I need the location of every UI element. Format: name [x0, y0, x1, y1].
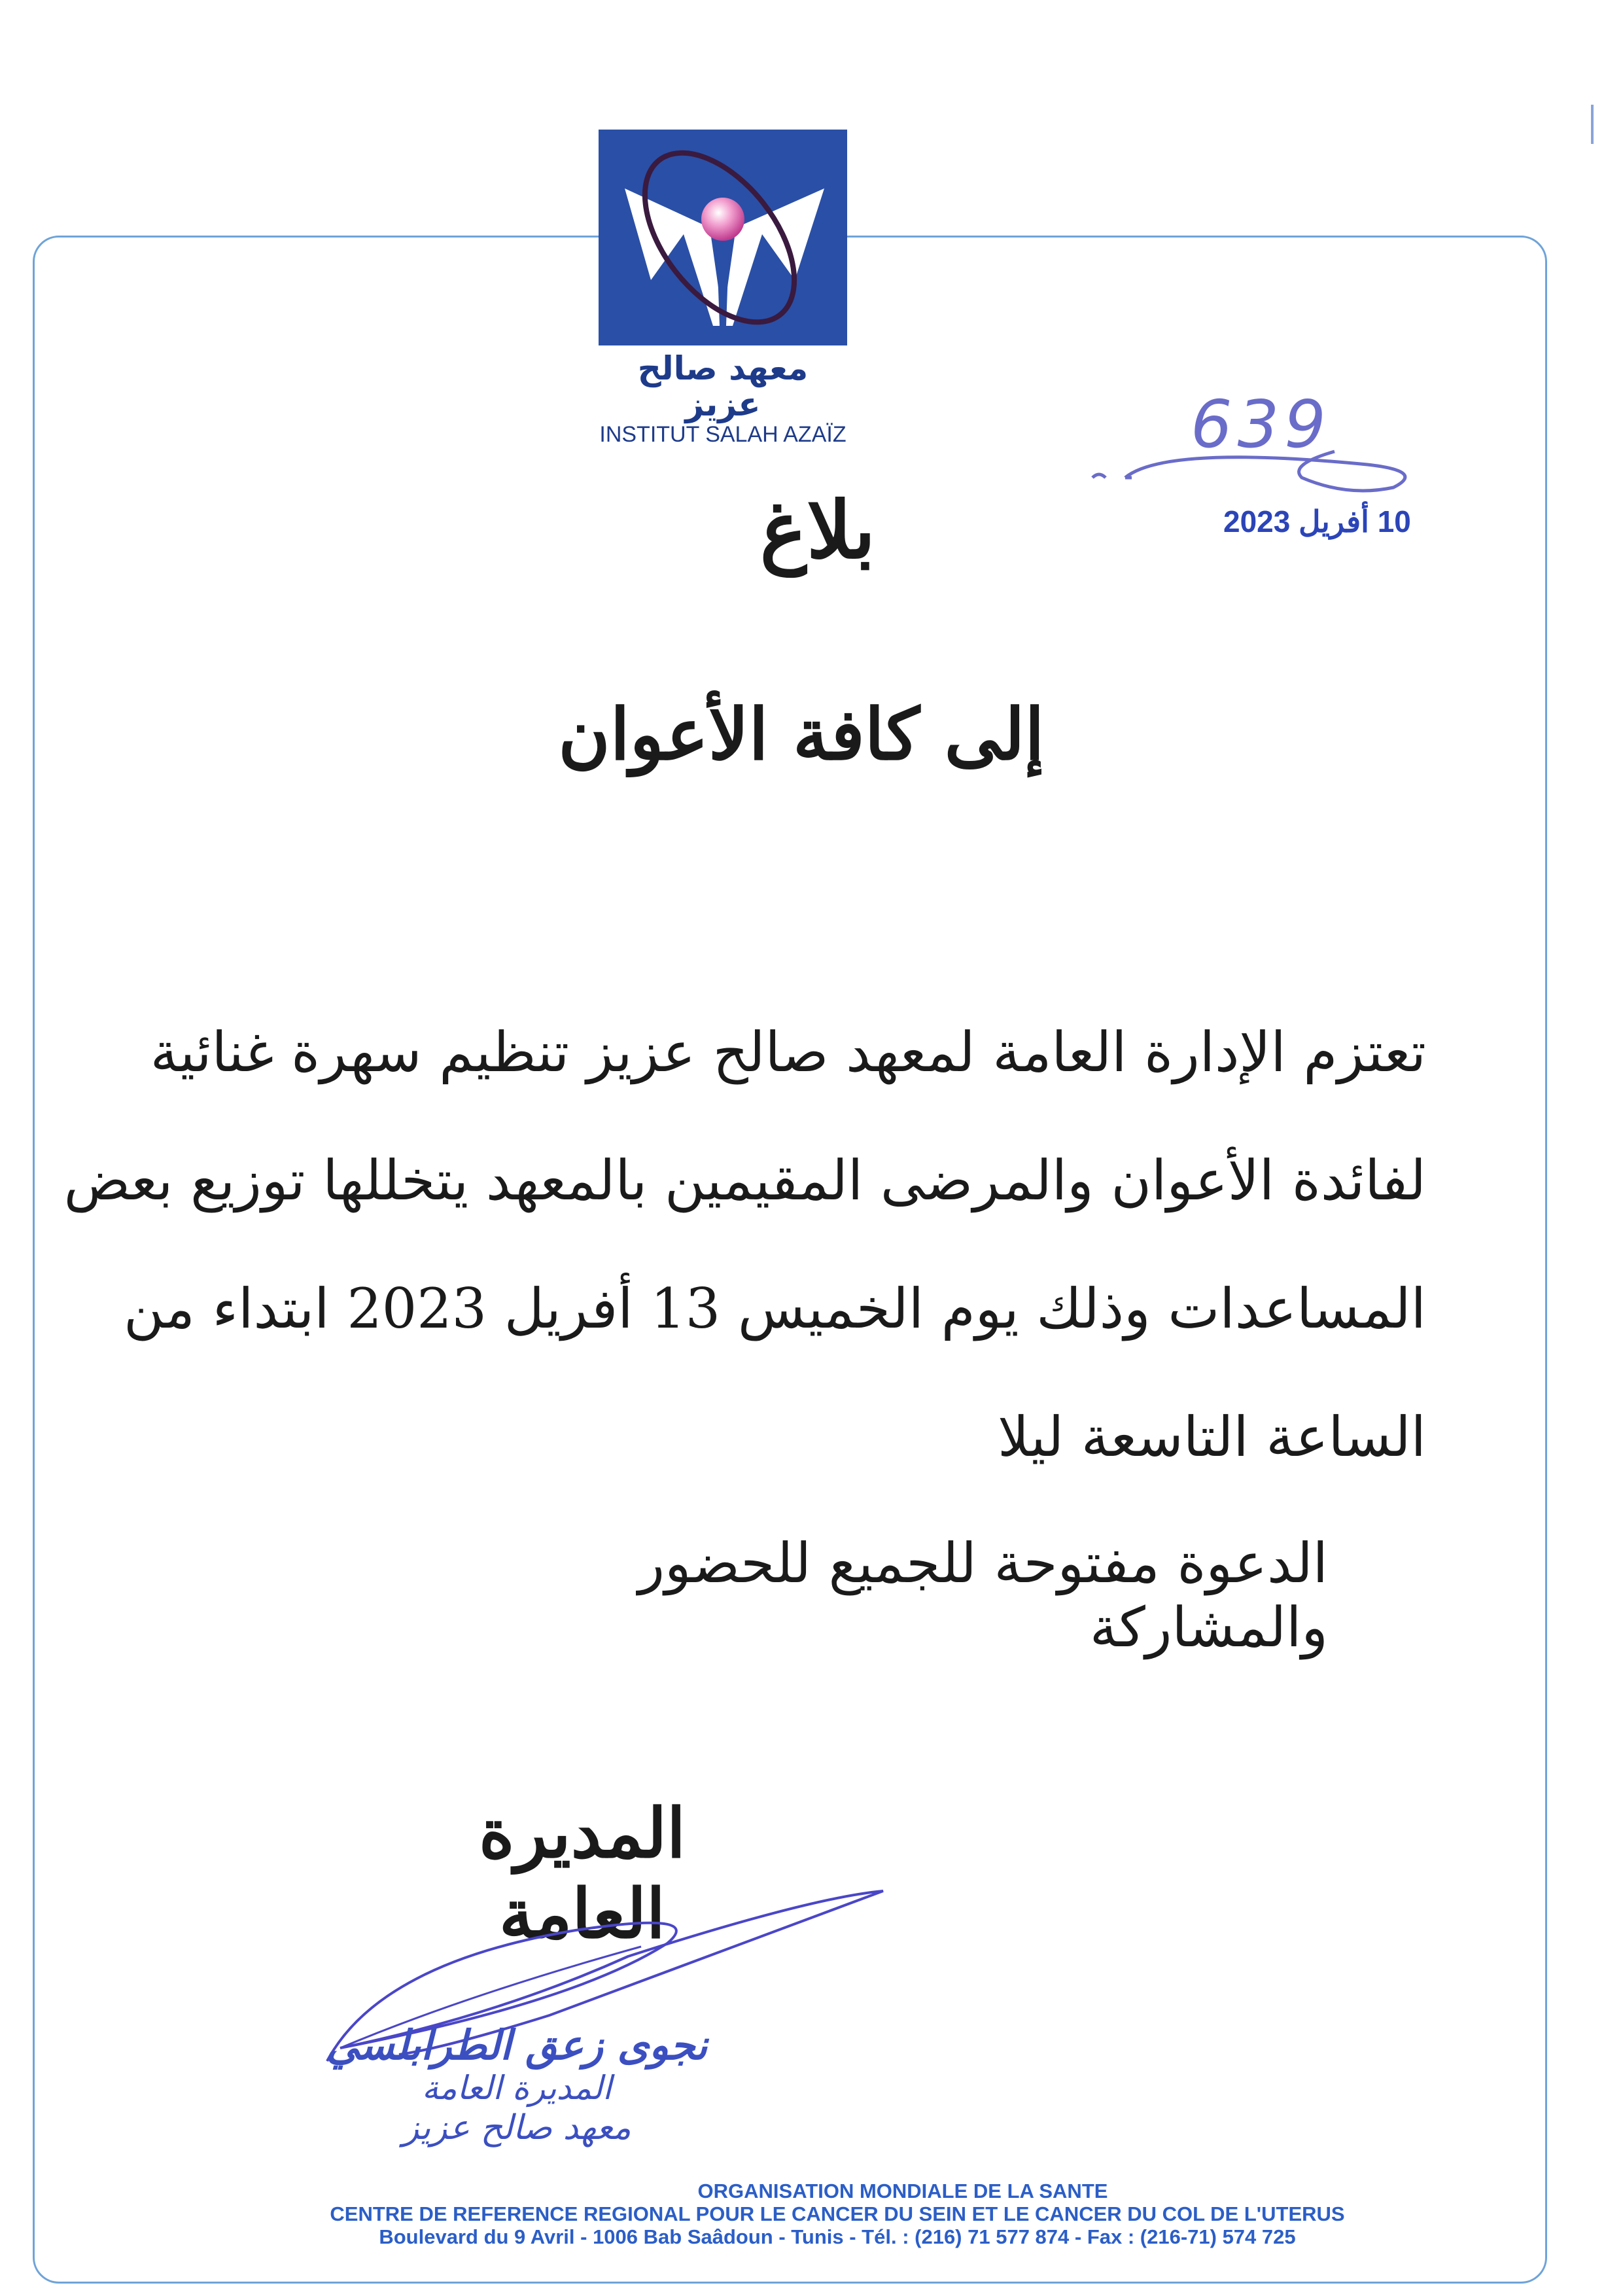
body-line-3: المساعدات وذلك يوم الخميس 13 أفريل 2023 ابتداء من	[123, 1277, 1426, 1341]
body-line-4: الساعة التاسعة ليلا	[998, 1405, 1426, 1469]
stamp-signer-role: المديرة العامة	[422, 2069, 612, 2108]
page-footer	[196, 2179, 1478, 2249]
body-line-1: تعتزم الإدارة العامة لمعهد صالح عزيز تنظيم سهرة غنائية	[150, 1020, 1426, 1084]
document-title: بلاغ	[759, 484, 876, 576]
page-edge-mark	[1591, 105, 1594, 144]
signer-role: المديرة العامة	[478, 1793, 686, 1954]
received-date-stamp: 10 أفريل 2023	[1223, 504, 1411, 539]
footer-address: Boulevard du 9 Avril - 1006 Bab Saâdoun - Tunis - Tél. : (216) 71 577 874 - Fax : (216-71) 574 725	[379, 2225, 1296, 2249]
body-line-2: لفائدة الأعوان والمرضى المقيمين بالمعهد يتخللها توزيع بعض	[63, 1148, 1426, 1212]
institute-logo	[599, 130, 847, 447]
stamp-signer-name: نجوى زعق الطرابلسي	[326, 2021, 708, 2069]
invitation-text: الدعوة مفتوحة للجميع للحضور والمشاركة	[638, 1531, 1328, 1659]
logo-emblem	[599, 130, 847, 345]
handwritten-registration-number	[1086, 380, 1413, 497]
stamp-institute: معهد صالح عزيز	[402, 2108, 631, 2148]
logo-arabic-name: معهد صالح عزيز	[637, 349, 809, 423]
signature-stamp	[307, 2022, 726, 2149]
handwritten-number-text: 639	[1191, 386, 1331, 463]
footer-organisation: ORGANISATION MONDIALE DE LA SANTE	[697, 2180, 1108, 2202]
document-subtitle: إلى كافة الأعوان	[558, 694, 1045, 776]
announcement-body	[63, 988, 1426, 1501]
logo-french-name: INSTITUT SALAH AZAÏZ	[599, 422, 846, 447]
footer-centre: CENTRE DE REFERENCE REGIONAL POUR LE CANCER DU SEIN ET LE CANCER DU COL DE L'UTERUS	[330, 2202, 1345, 2226]
